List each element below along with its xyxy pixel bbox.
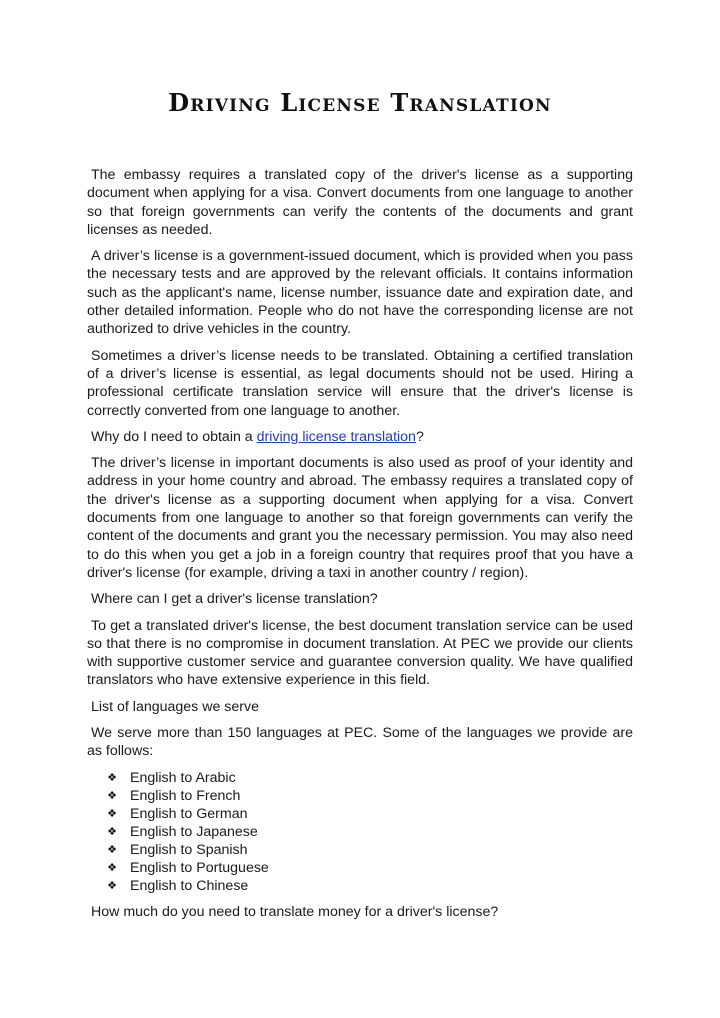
paragraph-visa-requirement: The embassy requires a translated copy of the driver's license as a supporting document when applying for a visa. Convert documents from one language to another so that foreign governments can verify the contents of the documents and grant licenses as needed. (87, 167, 633, 238)
paragraph-identity-proof: The driver’s license in important documents is also used as proof of your identity and address in your home country and abroad. The embassy requires a translated copy of the driver's license as a supporting document when applying for a visa. Convert documents from one language to another so that foreign governments can verify the content of the documents and grant you the necessary permission. You may also need to do this when you get a job in a foreign country that requires proof that you have a driver's license (for example, driving a taxi in another country / region). (87, 455, 633, 581)
question-why-suffix: ? (415, 428, 424, 445)
paragraph-pec-service: To get a translated driver's license, the best document translation service can be used so that there is no compromise in document translation. At PEC we provide our clients with supportive customer service and guarantee conversion quality. We have qualified translators who have extensive experience in this field. (87, 617, 633, 689)
paragraph-license-definition: A driver’s license is a government-issued document, which is provided when you pass the necessary tests and are approved by the relevant officials. It contains information such as the applicant's name, license number, issuance date and expiration date, and other detailed information. People who do not have the corresponding license are not authorized to drive vehicles in the country. (87, 248, 633, 338)
question-translation-cost: How much do you need to translate money for a driver's license? (91, 903, 499, 920)
language-pair: English to Japanese (130, 823, 258, 840)
diamond-bullet-icon: ❖ (107, 842, 117, 856)
question-why-prefix: Why do I need to obtain a (91, 428, 257, 445)
list-item (105, 877, 633, 895)
diamond-bullet-icon: ❖ (107, 824, 117, 838)
list-item (105, 841, 633, 859)
list-item (105, 859, 633, 877)
list-item (105, 787, 633, 805)
language-pair: English to German (130, 805, 248, 822)
question-where-translation: Where can I get a driver's license translation? (91, 591, 378, 608)
paragraph-translation-need: Sometimes a driver’s license needs to be translated. Obtaining a certified translation of a driver’s license is essential, as legal documents should not be used. Hiring a professional certificate translation service will ensure that the driver's license is correctly converted from one language to another. (87, 347, 633, 419)
diamond-bullet-icon: ❖ (107, 770, 117, 784)
page-title: Driving License Translation (168, 88, 552, 117)
question-why-translation (87, 428, 633, 446)
diamond-bullet-icon: ❖ (107, 860, 117, 874)
diamond-bullet-icon: ❖ (107, 806, 117, 820)
list-item (105, 823, 633, 841)
list-item (105, 805, 633, 823)
language-pair: English to Portuguese (130, 859, 269, 876)
driving-license-translation-link[interactable]: driving license translation (256, 428, 416, 445)
language-pair: English to Spanish (130, 841, 248, 858)
document-body (87, 166, 633, 929)
language-pair: English to French (130, 787, 241, 804)
language-pair: English to Arabic (130, 769, 236, 786)
languages-list (87, 769, 633, 895)
heading-languages-list: List of languages we serve (91, 698, 259, 715)
diamond-bullet-icon: ❖ (107, 788, 117, 802)
list-item (105, 769, 633, 787)
language-pair: English to Chinese (130, 877, 249, 894)
diamond-bullet-icon: ❖ (107, 878, 117, 892)
paragraph-languages-intro: We serve more than 150 languages at PEC. Some of the languages we provide are as follows: (87, 725, 633, 760)
